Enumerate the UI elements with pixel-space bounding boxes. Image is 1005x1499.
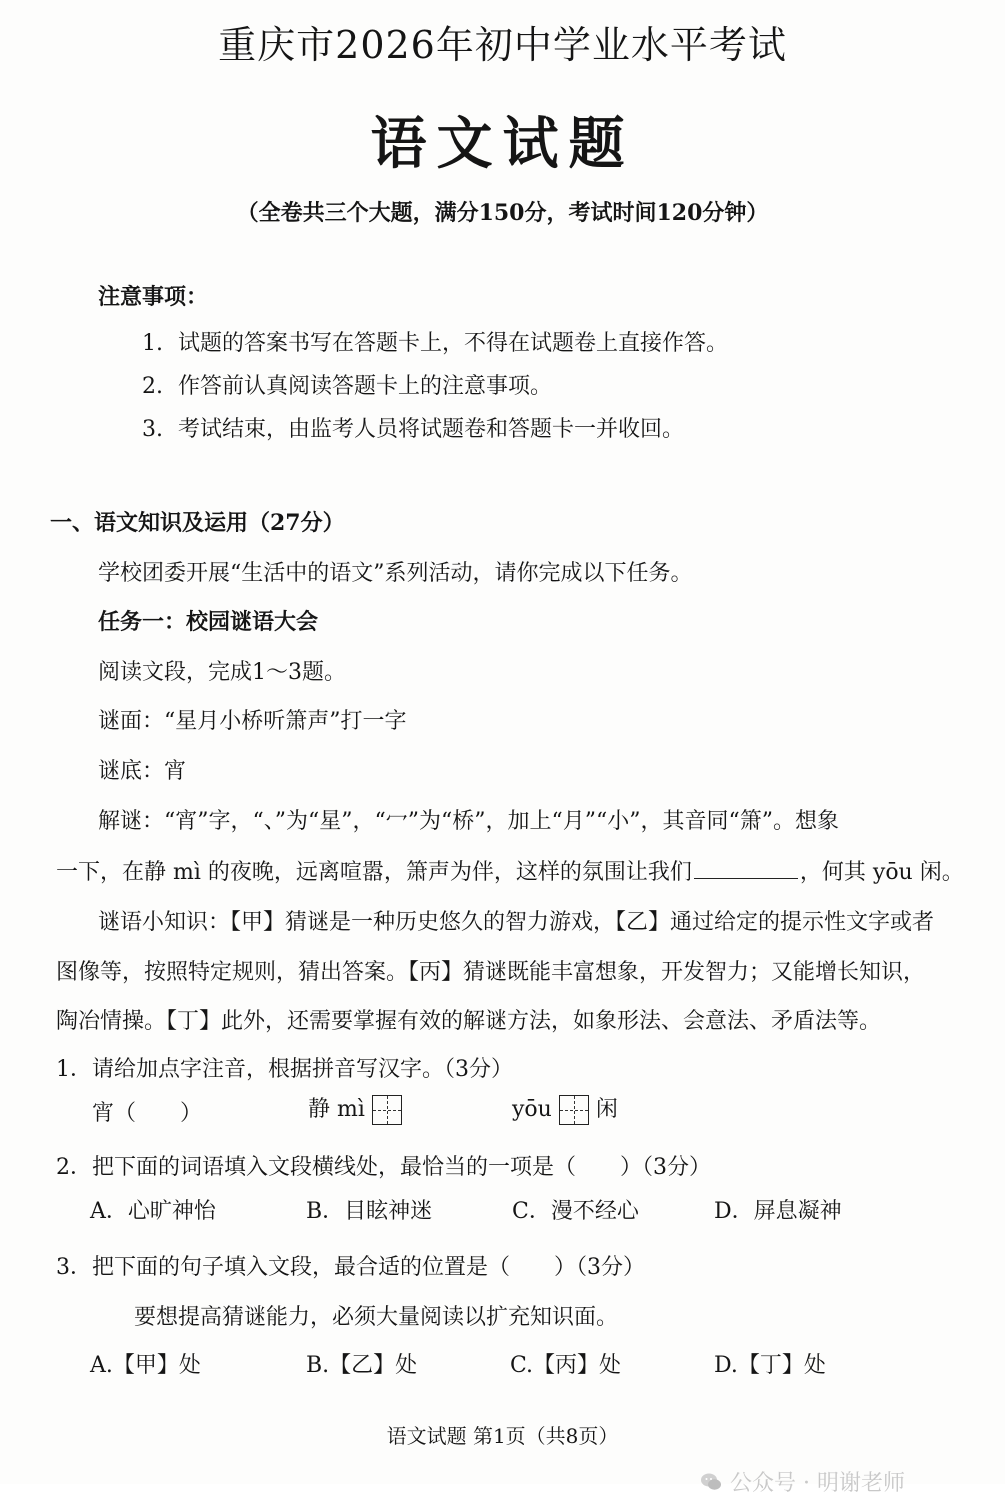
notice-item [142,369,552,400]
notice-item-text: 考试结束，由监考人员将试题卷和答题卡一并收回。 [178,417,685,442]
exam-subtitle: （全卷共三个大题，满分150分，考试时间120分钟） [236,200,769,226]
notice-item [142,412,684,443]
question-3-stem: 3．把下面的句子填入文段，最合适的位置是（ ）（3分） [56,1255,645,1280]
riddle-explanation: 解谜：“宵”字，“、”为“星”，“冖”为“桥”，加上“月”“小”，其音同“箫”。想象 [98,809,839,834]
notice-item-text: 作答前认真阅读答题卡上的注意事项。 [178,374,553,399]
question-3-option-b: B.【乙】处 [306,1353,418,1378]
subject-title: 语文试题 [370,111,635,177]
question-2-option-d: D．屏息凝神 [714,1199,842,1224]
watermark-text: 公众号 · 明谢老师 [730,1471,905,1496]
riddle-knowledge-continued: 陶冶情操。【丁】此外，还需要掌握有效的解谜方法，如象形法、会意法、矛盾法等。 [56,1009,882,1034]
exam-name: 重庆市2026年初中学业水平考试 [218,23,787,67]
explanation-text: 一下，在静 mì 的夜晚，远离喧嚣，箫声为伴，这样的氛围让我们 [56,860,692,885]
question-1-item-a: 宵（ ） [92,1101,203,1126]
question-3-sentence: 要想提高猜谜能力，必须大量阅读以扩充知识面。 [134,1305,619,1330]
question-3-option-c: C.【丙】处 [510,1353,622,1378]
hanzi-suffix: 闲 [595,1097,618,1122]
reading-instruction: 阅读文段，完成1～3题。 [98,660,346,685]
pinyin-label: 静 mì [308,1097,365,1122]
page-footer: 语文试题 第1页（共8页） [386,1424,619,1448]
task-title: 任务一：校园谜语大会 [98,609,319,635]
riddle-knowledge: 谜语小知识：【甲】猜谜是一种历史悠久的智力游戏，【乙】通过给定的提示性文字或者 [98,910,935,935]
question-1-stem: 1．请给加点字注音，根据拼音写汉字。（3分） [56,1057,513,1082]
notice-heading: 注意事项： [98,284,209,310]
riddle-face: 谜面：“星月小桥听箫声”打一字 [98,709,407,734]
question-3-option-d: D.【丁】处 [714,1353,826,1378]
notice-item-number: 3. [142,417,163,442]
wechat-icon [700,1471,722,1493]
explanation-text: ，何其 yōu 闲。 [799,860,964,885]
question-2-stem: 2．把下面的词语填入文段横线处，最恰当的一项是（ ）（3分） [56,1155,711,1180]
question-1-item-b [308,1092,402,1125]
notice-item-number: 1. [142,331,163,356]
riddle-knowledge-continued: 图像等，按照特定规则，猜出答案。【丙】猜谜既能丰富想象，开发智力；又能增长知识， [56,960,926,985]
question-1-item-c [512,1092,618,1125]
watermark [700,1466,905,1497]
tianzige-box [372,1095,402,1125]
question-2-option-c: C．漫不经心 [512,1199,639,1224]
section-intro: 学校团委开展“生活中的语文”系列活动，请你完成以下任务。 [98,561,693,586]
tianzige-box [559,1095,589,1125]
question-2-option-a: A．心旷神怡 [90,1199,216,1224]
section-heading: 一、语文知识及运用（27分） [50,510,345,536]
answer-blank [694,858,798,879]
notice-item [142,326,728,357]
notice-item-text: 试题的答案书写在答题卡上，不得在试题卷上直接作答。 [178,331,729,356]
pinyin-label: yōu [512,1097,552,1122]
riddle-explanation-continued [56,855,966,886]
question-2-option-b: B．目眩神迷 [306,1199,433,1224]
notice-item-number: 2. [142,374,163,399]
question-3-option-a: A.【甲】处 [90,1353,201,1378]
riddle-answer: 谜底：宵 [98,759,187,784]
